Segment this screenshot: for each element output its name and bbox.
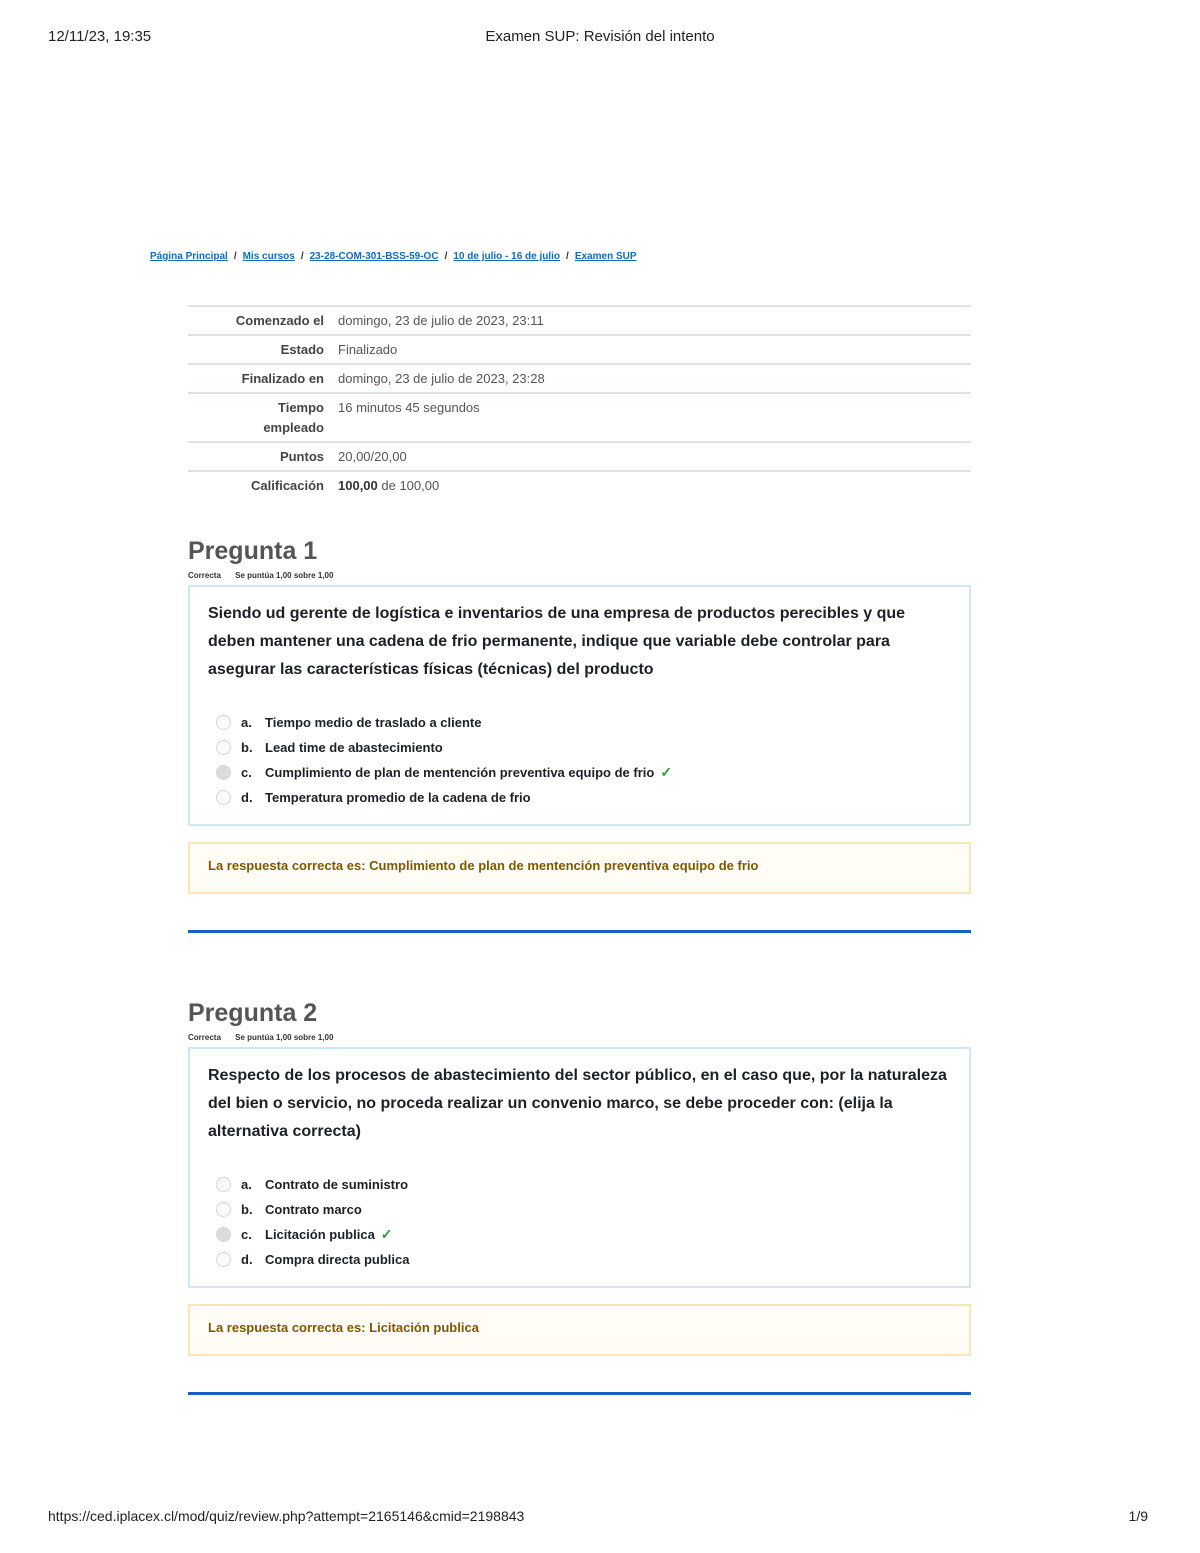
question-2 [188, 998, 971, 1395]
option-letter: b. [241, 1202, 253, 1217]
breadcrumb-separator: / [233, 251, 237, 262]
option-text: Cumplimiento de plan de mentención preventiva equipo de frio [265, 765, 655, 780]
summary-label-line2: empleado [263, 420, 324, 435]
answer-option-d[interactable] [216, 1247, 951, 1272]
option-letter: c. [241, 1227, 252, 1242]
summary-row-finished [188, 364, 971, 393]
print-page-number: 1/9 [1128, 1508, 1148, 1524]
summary-label: Estado [188, 335, 338, 364]
breadcrumb-separator: / [566, 251, 569, 262]
question-status: Correcta [188, 1033, 221, 1042]
option-text: Contrato marco [265, 1202, 362, 1217]
summary-row-grade [188, 471, 971, 499]
summary-row-state [188, 335, 971, 364]
radio-button-selected[interactable] [216, 765, 231, 780]
question-divider [188, 930, 971, 933]
answer-options [208, 1172, 951, 1272]
question-content-box [188, 585, 971, 826]
radio-button[interactable] [216, 1202, 231, 1217]
radio-button[interactable] [216, 715, 231, 730]
radio-button[interactable] [216, 790, 231, 805]
checkmark-icon: ✓ [380, 1226, 393, 1242]
right-answer-feedback: La respuesta correcta es: Cumplimiento de plan de mentención preventiva equipo de frio [188, 842, 971, 894]
breadcrumb-exam[interactable]: Examen SUP [574, 251, 637, 262]
question-text: Siendo ud gerente de logística e inventarios de una empresa de productos perecibles y que deben mantener una cadena de frio permanente, indique que variable debe controlar para asegurar las características físicas (técnicas) del producto [208, 605, 906, 678]
question-title: Pregunta 2 [188, 999, 318, 1027]
radio-button[interactable] [216, 1177, 231, 1192]
answer-option-a[interactable] [216, 1172, 951, 1197]
summary-label: Puntos [188, 442, 338, 471]
summary-value: domingo, 23 de julio de 2023, 23:11 [338, 306, 971, 335]
option-letter: b. [241, 740, 253, 755]
option-letter: c. [241, 765, 252, 780]
breadcrumb [150, 251, 637, 262]
option-text: Licitación publica [265, 1227, 375, 1242]
summary-label-line1: Tiempo [278, 400, 324, 415]
answer-option-b[interactable] [216, 735, 951, 760]
option-letter: d. [241, 790, 253, 805]
question-state [188, 571, 971, 580]
breadcrumb-separator: / [444, 251, 448, 262]
radio-button[interactable] [216, 1252, 231, 1267]
option-text: Contrato de suministro [265, 1177, 409, 1192]
summary-label: Calificación [188, 471, 338, 499]
breadcrumb-separator: / [300, 251, 304, 262]
attempt-summary-table [188, 305, 971, 499]
grade-score: 100,00 [338, 478, 378, 493]
option-text: Temperatura promedio de la cadena de frio [265, 790, 531, 805]
option-text: Compra directa publica [265, 1252, 410, 1267]
summary-row-time [188, 393, 971, 442]
summary-label [188, 393, 338, 442]
question-divider [188, 1392, 971, 1395]
radio-button[interactable] [216, 740, 231, 755]
right-answer-feedback: La respuesta correcta es: Licitación publica [188, 1304, 971, 1356]
breadcrumb-week[interactable]: 10 de julio - 16 de julio [453, 251, 561, 262]
breadcrumb-course[interactable]: 23-28-COM-301-BSS-59-OC [309, 251, 439, 262]
question-state [188, 1033, 971, 1042]
answer-option-c[interactable] [216, 760, 951, 785]
option-letter: d. [241, 1252, 253, 1267]
answer-option-d[interactable] [216, 785, 951, 810]
summary-value: 16 minutos 45 segundos [338, 393, 971, 442]
option-text: Lead time de abastecimiento [265, 740, 443, 755]
summary-label: Finalizado en [188, 364, 338, 393]
answer-option-b[interactable] [216, 1197, 951, 1222]
summary-value: Finalizado [338, 335, 971, 364]
print-page-title: Examen SUP: Revisión del intento [485, 28, 715, 45]
answer-option-c[interactable] [216, 1222, 951, 1247]
breadcrumb-my-courses[interactable]: Mis cursos [242, 251, 295, 262]
summary-label: Comenzado el [188, 306, 338, 335]
print-datetime: 12/11/23, 19:35 [48, 28, 152, 45]
grade-total: de 100,00 [377, 478, 440, 493]
option-letter: a. [241, 715, 252, 730]
question-title: Pregunta 1 [188, 537, 318, 565]
option-letter: a. [241, 1177, 252, 1192]
summary-value: domingo, 23 de julio de 2023, 23:28 [338, 364, 971, 393]
summary-row-points [188, 442, 971, 471]
question-text: Respecto de los procesos de abastecimiento del sector público, en el caso que, por la naturaleza del bien o servicio, no proceda realizar un convenio marco, se debe proceder con: (elija la alternativa correcta) [208, 1067, 947, 1140]
option-text: Tiempo medio de traslado a cliente [265, 715, 482, 730]
question-content-box [188, 1047, 971, 1288]
answer-options [208, 710, 951, 810]
print-url: https://ced.iplacex.cl/mod/quiz/review.php?attempt=2165146&cmid=2198843 [48, 1508, 525, 1524]
checkmark-icon: ✓ [660, 764, 673, 780]
question-mark: Se puntúa 1,00 sobre 1,00 [235, 571, 334, 580]
summary-value [338, 471, 971, 499]
question-1 [188, 536, 971, 933]
radio-button-selected[interactable] [216, 1227, 231, 1242]
breadcrumb-home[interactable]: Página Principal [150, 251, 228, 262]
summary-value: 20,00/20,00 [338, 442, 971, 471]
question-mark: Se puntúa 1,00 sobre 1,00 [235, 1033, 334, 1042]
summary-row-started [188, 306, 971, 335]
answer-option-a[interactable] [216, 710, 951, 735]
question-status: Correcta [188, 571, 221, 580]
